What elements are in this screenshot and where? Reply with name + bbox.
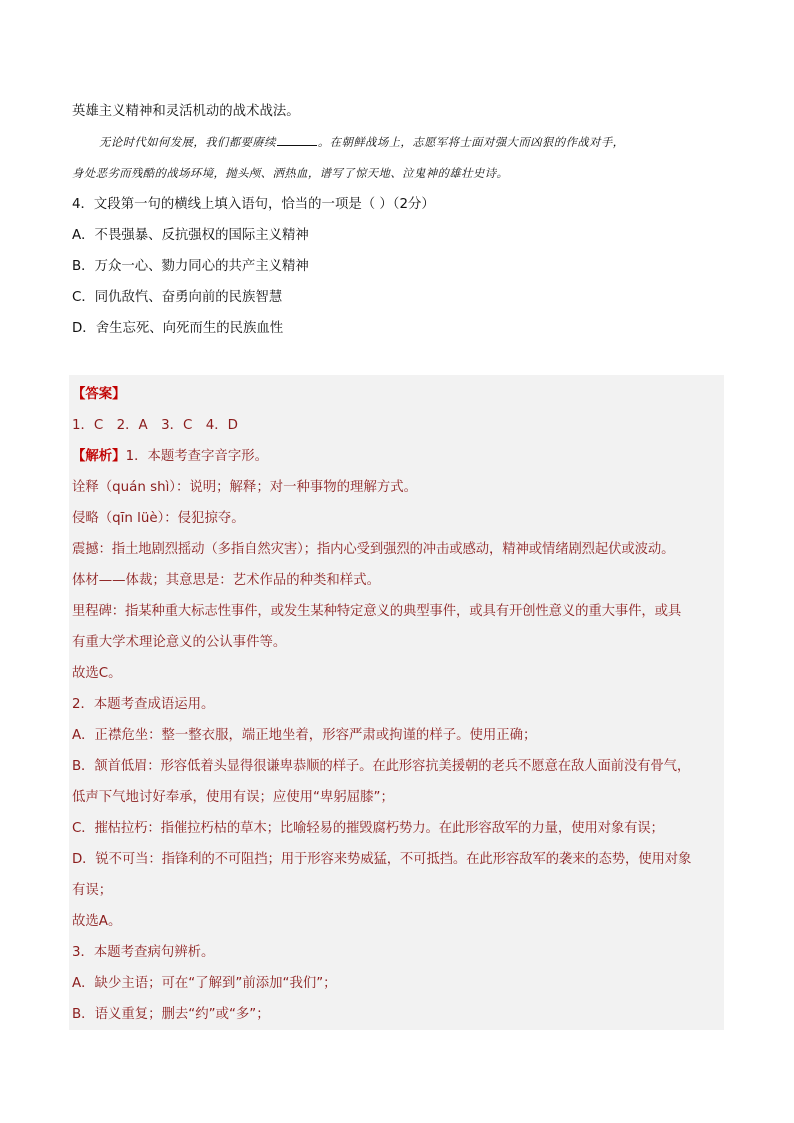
analysis-line: D．锐不可当：指锋利的不可阻挡；用于形容来势威猛，不可抵挡。在此形容敌军的袭来的态势，使用对象 xyxy=(72,852,692,867)
answer-heading-label: 【答案】 xyxy=(72,387,126,402)
analysis-line: 里程碑：指某种重大标志性事件，或发生某种特定意义的典型事件，或具有开创性意义的重大事件，或具 xyxy=(72,604,682,619)
analysis-line: 2．本题考查成语运用。 xyxy=(72,697,215,712)
analysis-line: A．缺少主语；可在“了解到”前添加“我们”； xyxy=(72,976,337,991)
passage-line: 英雄主义精神和灵活机动的战术战法。 xyxy=(72,104,300,119)
analysis-line: B．语义重复；删去“约”或“多”； xyxy=(72,1007,270,1022)
analysis-first-line xyxy=(72,441,722,472)
analysis-line: A．正襟危坐：整一整衣服，端正地坐着，形容严肃或拘谨的样子。使用正确； xyxy=(72,728,537,743)
answer-content xyxy=(72,379,722,1030)
passage-quote-line xyxy=(72,127,724,158)
analysis-line: 震撼：指土地剧烈摇动（多指自然灾害）；指内心受到强烈的冲击或感动，精神或情绪剧烈起伏或波动。 xyxy=(72,542,675,557)
analysis-line: 侵略（qīn lüè）：侵犯掠夺。 xyxy=(72,511,245,526)
analysis-line: 诠释（quán shì）：说明；解释；对一种事物的理解方式。 xyxy=(72,480,418,495)
question-stem: 4．文段第一句的横线上填入语句，恰当的一项是（ ）（2分） xyxy=(72,197,435,212)
answer-heading xyxy=(72,379,722,410)
option-b: B．万众一心、勠力同心的共产主义精神 xyxy=(72,259,309,274)
option-c: C．同仇敌忾、奋勇向前的民族智慧 xyxy=(72,290,283,305)
analysis-text: 1．本题考查字音字形。 xyxy=(125,449,268,464)
option-a: A．不畏强暴、反抗强权的国际主义精神 xyxy=(72,228,309,243)
answer-section xyxy=(69,375,724,1030)
quote-text: 无论时代如何发展，我们都要赓续 xyxy=(99,135,276,149)
fill-blank xyxy=(277,133,317,146)
analysis-line: C．摧枯拉朽：指催拉朽枯的草木；比喻轻易的摧毁腐朽势力。在此形容敌军的力量，使用对象有误； xyxy=(72,821,664,836)
analysis-line: 体材——体裁；其意思是：艺术作品的种类和样式。 xyxy=(72,573,380,588)
analysis-line: 低声下气地讨好奉承，使用有误；应使用“卑躬屈膝”； xyxy=(72,790,394,805)
quote-text: 。在朝鲜战场上，志愿军将士面对强大而凶狠的作战对手， xyxy=(317,135,625,149)
analysis-line: 故选A。 xyxy=(72,914,122,929)
analysis-line: 有误； xyxy=(72,883,113,898)
analysis-line: B．颔首低眉：形容低着头显得很谦卑恭顺的样子。在此形容抗美援朝的老兵不愿意在敌人面前没有骨气， xyxy=(72,759,691,774)
answer-key: 1．C 2．A 3．C 4．D xyxy=(72,418,238,433)
analysis-line: 故选C。 xyxy=(72,666,122,681)
option-d: D．舍生忘死、向死而生的民族血性 xyxy=(72,321,284,336)
document-body xyxy=(72,96,724,344)
analysis-label: 【解析】 xyxy=(72,449,126,464)
analysis-line: 3．本题考查病句辨析。 xyxy=(72,945,215,960)
analysis-line: 有重大学术理论意义的公认事件等。 xyxy=(72,635,287,650)
passage-quote-line: 身处恶劣而残酷的战场环境，抛头颅、洒热血，谱写了惊天地、泣鬼神的雄壮史诗。 xyxy=(72,166,509,180)
